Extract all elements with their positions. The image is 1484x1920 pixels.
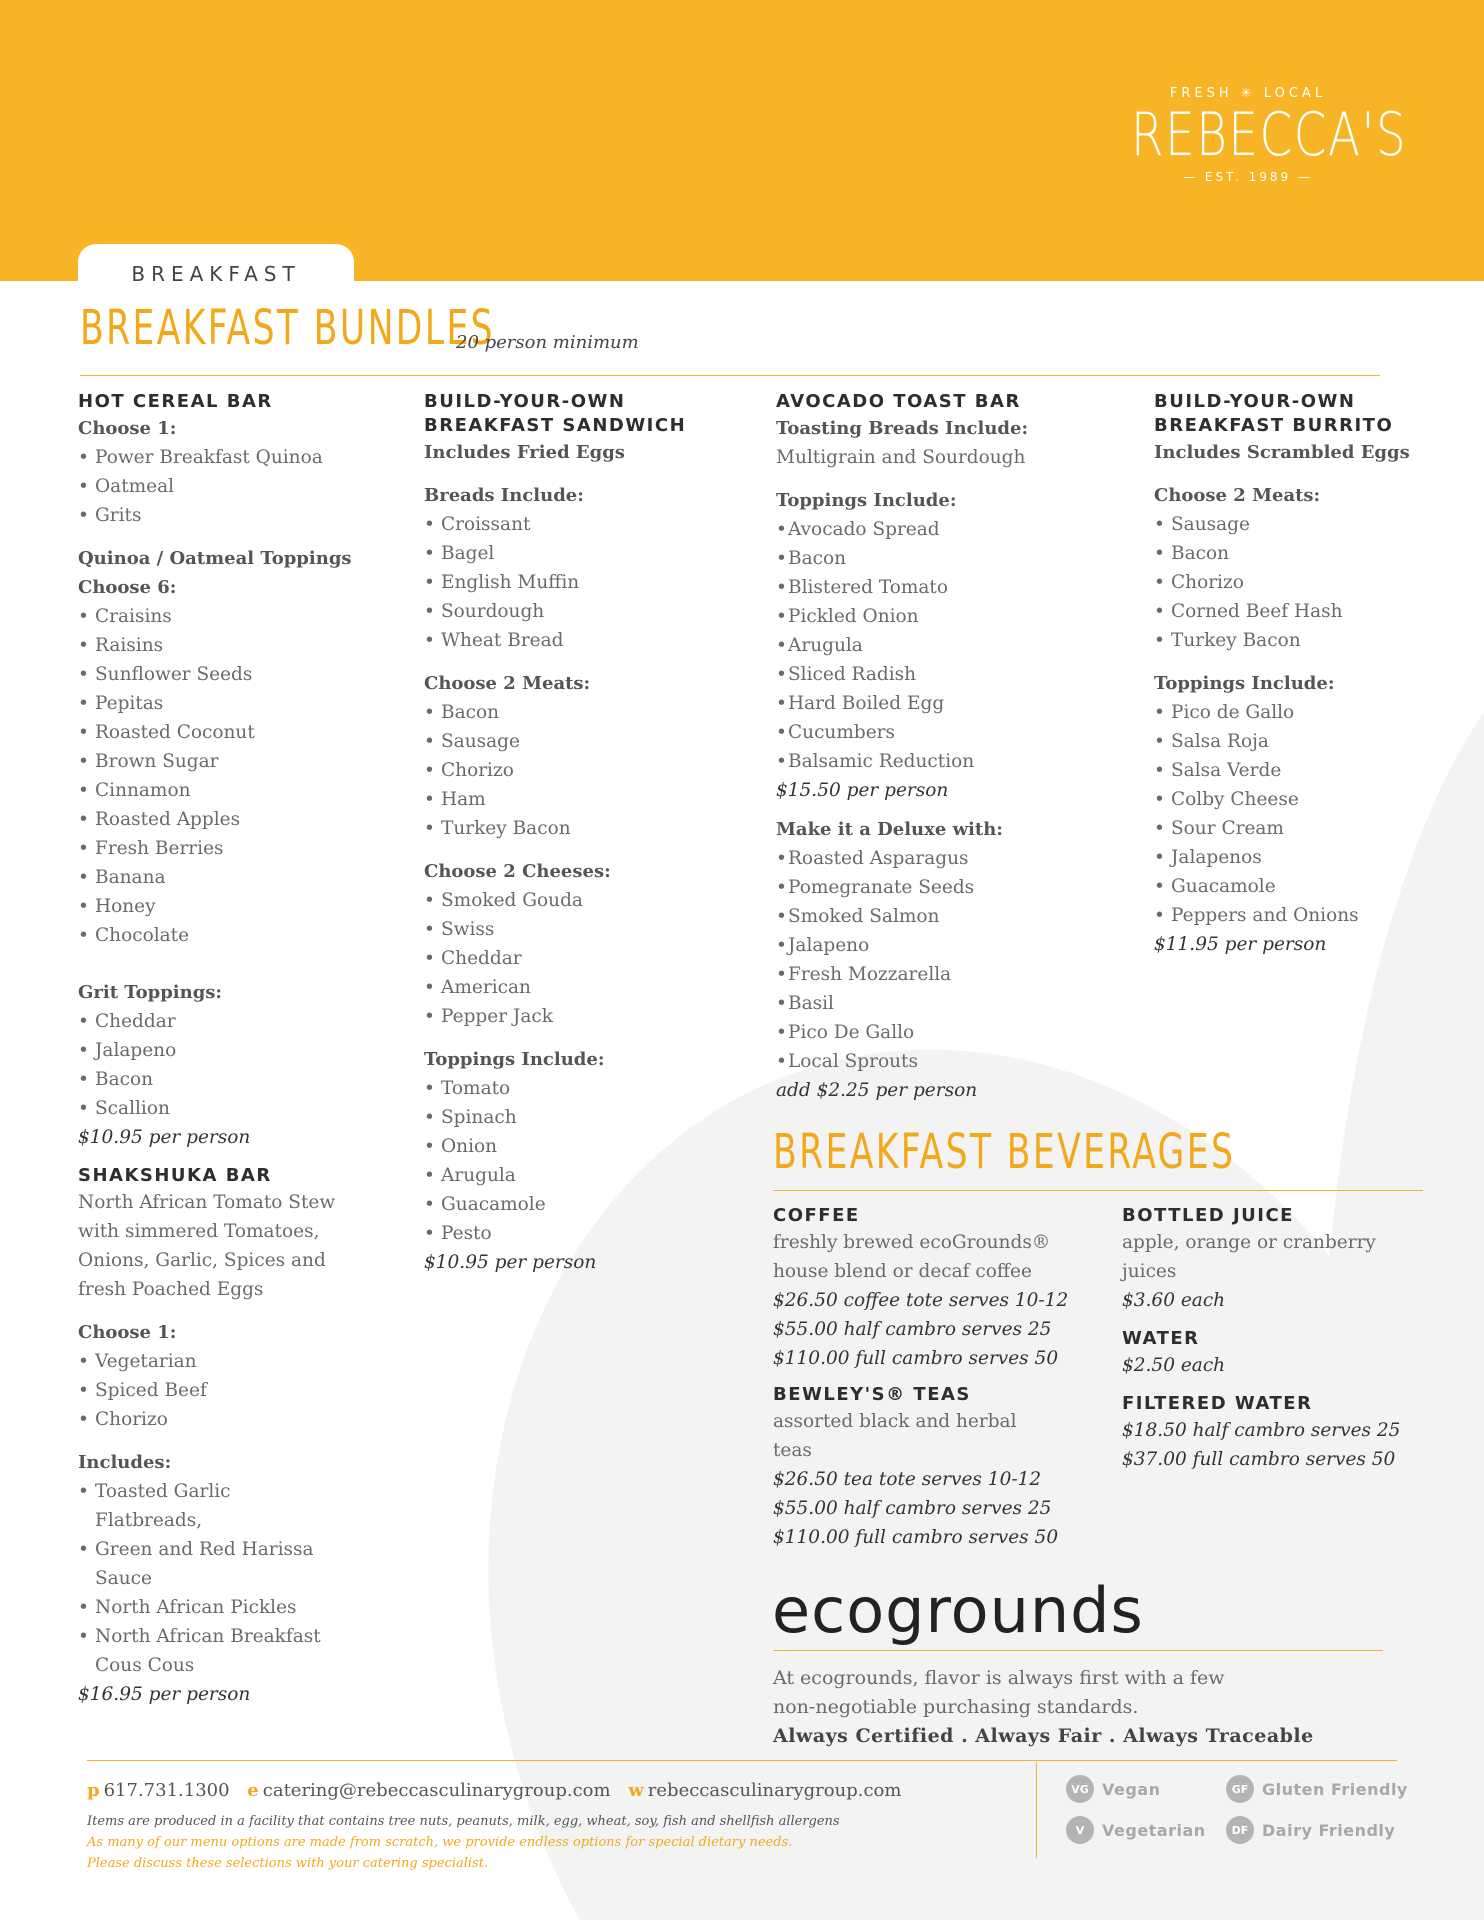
list-item: • Bacon [78, 1065, 378, 1094]
list-item: • Ham [424, 785, 744, 814]
bundles-title: BREAKFAST BUNDLES [80, 300, 496, 356]
eco-line: non-negotiable purchasing standards. [773, 1696, 1139, 1718]
sub-label: Choose 1: [78, 1322, 177, 1343]
legend-gluten-friendly: GF Gluten Friendly [1226, 1775, 1408, 1803]
sub-label: Choose 2 Meats: [1154, 485, 1321, 506]
price: $18.50 half cambro serves 25 [1122, 1420, 1401, 1441]
list-item: • Pesto [424, 1219, 744, 1248]
list-item: • Bagel [424, 539, 744, 568]
list-item: • Fresh Berries [78, 834, 378, 863]
list-item: • Spinach [424, 1103, 744, 1132]
brand-name: REBECCA'S [1131, 100, 1408, 170]
sub-label: Make it a Deluxe with: [776, 819, 1003, 840]
column-hot-cereal [78, 390, 378, 1709]
list-item: • Toasted Garlic Flatbreads, [78, 1477, 328, 1535]
list-item: • Smoked Salmon [776, 902, 1116, 931]
price: $16.95 per person [78, 1684, 251, 1705]
list-item: • Turkey Bacon [1154, 626, 1454, 655]
item-title: COFFEE [773, 1205, 860, 1226]
list-item: • Grits [78, 501, 378, 530]
description-line: fresh Poached Eggs [78, 1279, 264, 1300]
list-item: • Green and Red Harissa Sauce [78, 1535, 328, 1593]
list-item: • Guacamole [1154, 872, 1454, 901]
list-item: • Vegetarian [78, 1347, 378, 1376]
column-burrito [1154, 390, 1454, 959]
list-item: • Onion [424, 1132, 744, 1161]
gluten-friendly-icon: GF [1226, 1775, 1254, 1803]
list-item: • Colby Cheese [1154, 785, 1454, 814]
list-item: • Croissant [424, 510, 744, 539]
sub-label: Breads Include: [424, 485, 584, 506]
list-item: • English Muffin [424, 568, 744, 597]
eco-line: At ecogrounds, flavor is always first with a few [773, 1667, 1225, 1689]
list-item: • Pico De Gallo [776, 1018, 1116, 1047]
list-item: • Corned Beef Hash [1154, 597, 1454, 626]
list-item: • Pepitas [78, 689, 378, 718]
sub-label: Includes: [78, 1452, 172, 1473]
dairy-friendly-icon: DF [1226, 1816, 1254, 1844]
section-tab: BREAKFAST [78, 244, 354, 296]
divider [80, 375, 1380, 376]
column-coffee-tea [773, 1204, 1093, 1552]
item-title: SHAKSHUKA BAR [78, 1165, 272, 1186]
list-item: • Turkey Bacon [424, 814, 744, 843]
item-title: AVOCADO TOAST BAR [776, 391, 1021, 412]
list-item: • Scallion [78, 1094, 378, 1123]
list-item: • Guacamole [424, 1190, 744, 1219]
list-item: • Cucumbers [776, 718, 1116, 747]
list-item: • Raisins [78, 631, 378, 660]
list-item: • North African Breakfast Cous Cous [78, 1622, 328, 1680]
description-line: juices [1122, 1261, 1177, 1282]
list-item: • American [424, 973, 744, 1002]
list-item: • Cheddar [424, 944, 744, 973]
eco-standards: Always Certified . Always Fair . Always Traceable [773, 1725, 1314, 1747]
price: $37.00 full cambro serves 50 [1122, 1449, 1396, 1470]
list-item: • Craisins [78, 602, 378, 631]
price: $2.50 each [1122, 1355, 1226, 1376]
divider [1036, 1762, 1037, 1858]
list-item: • Banana [78, 863, 378, 892]
contact-line: p 617.731.1300 e catering@rebeccasculinarygroup.com w rebeccasculinarygroup.com [87, 1780, 902, 1801]
list-item: • Spiced Beef [78, 1376, 378, 1405]
list-item: • Sausage [424, 727, 744, 756]
list-item: • Sour Cream [1154, 814, 1454, 843]
brand-logo [1098, 86, 1408, 184]
list-item: • Sunflower Seeds [78, 660, 378, 689]
list-item: • Peppers and Onions [1154, 901, 1454, 930]
list-item: • Arugula [424, 1161, 744, 1190]
list-item: • Tomato [424, 1074, 744, 1103]
list-item: • Salsa Roja [1154, 727, 1454, 756]
list-item: • Cheddar [78, 1007, 378, 1036]
list-item: • Balsamic Reduction [776, 747, 1116, 776]
price: $11.95 per person [1154, 934, 1327, 955]
phone-link[interactable]: 617.731.1300 [103, 1780, 230, 1801]
ecogrounds-text [773, 1664, 1413, 1751]
item-title: BREAKFAST SANDWICH [424, 415, 687, 436]
email-link[interactable]: catering@rebeccasculinarygroup.com [262, 1780, 611, 1801]
description-line: freshly brewed ecoGrounds® [773, 1232, 1051, 1253]
item-title: BEWLEY'S® TEAS [773, 1384, 971, 1405]
list-item: • Arugula [776, 631, 1116, 660]
list-item: • Pickled Onion [776, 602, 1116, 631]
list-item: • Power Breakfast Quinoa [78, 443, 378, 472]
list-item: • Pomegranate Seeds [776, 873, 1116, 902]
beverages-title: BREAKFAST BEVERAGES [773, 1124, 1236, 1180]
bread-text: Multigrain and Sourdough [776, 447, 1026, 468]
list-item: • Wheat Bread [424, 626, 744, 655]
list-item: • Pico de Gallo [1154, 698, 1454, 727]
list-item: • Honey [78, 892, 378, 921]
item-title: BUILD-YOUR-OWN [424, 391, 626, 412]
minimum-note: 20 person minimum [456, 332, 639, 353]
sub-label: Toppings Include: [1154, 673, 1335, 694]
description-line: apple, orange or cranberry [1122, 1232, 1376, 1253]
price: $26.50 tea tote serves 10-12 [773, 1469, 1042, 1490]
list-item: • Bacon [776, 544, 1116, 573]
sub-label: Choose 2 Meats: [424, 673, 591, 694]
list-item: • North African Pickles [78, 1593, 328, 1622]
item-title: FILTERED WATER [1122, 1393, 1313, 1414]
list-item: • Chorizo [78, 1405, 378, 1434]
price: $15.50 per person [776, 780, 949, 801]
column-avocado [776, 390, 1116, 1105]
list-item: • Chorizo [424, 756, 744, 785]
list-item: • Sausage [1154, 510, 1454, 539]
price: $55.00 half cambro serves 25 [773, 1498, 1052, 1519]
brand-established: — EST. 1989 — [1183, 170, 1313, 184]
sub-label: Includes Scrambled Eggs [1154, 442, 1410, 463]
description-line: North African Tomato Stew [78, 1192, 336, 1213]
description-line: with simmered Tomatoes, [78, 1221, 320, 1242]
list-item: • Swiss [424, 915, 744, 944]
list-item: • Basil [776, 989, 1116, 1018]
price: add $2.25 per person [776, 1080, 978, 1101]
list-item: • Avocado Spread [776, 515, 1116, 544]
column-sandwich [424, 390, 744, 1277]
sub-label: Choose 2 Cheeses: [424, 861, 611, 882]
item-title: BOTTLED JUICE [1122, 1205, 1294, 1226]
item-title: HOT CEREAL BAR [78, 391, 273, 412]
sub-label: Toppings Include: [424, 1049, 605, 1070]
sub-label: Grit Toppings: [78, 982, 223, 1003]
price: $55.00 half cambro serves 25 [773, 1319, 1052, 1340]
sub-label: Toppings Include: [776, 490, 957, 511]
sub-label: Toasting Breads Include: [776, 418, 1029, 439]
list-item: • Jalapeno [78, 1036, 378, 1065]
list-item: • Pepper Jack [424, 1002, 744, 1031]
list-item: • Smoked Gouda [424, 886, 744, 915]
vegan-icon: VG [1066, 1775, 1094, 1803]
list-item: • Chocolate [78, 921, 378, 950]
column-juice-water [1122, 1204, 1442, 1474]
description-line: house blend or decaf coffee [773, 1261, 1032, 1282]
dietary-note: As many of our menu options are made from scratch, we provide endless options for special dietary needs. [87, 1835, 793, 1850]
vegetarian-icon: V [1066, 1816, 1094, 1844]
brand-tagline: FRESH ✳ LOCAL [1169, 86, 1327, 101]
description-line: assorted black and herbal [773, 1411, 1017, 1432]
list-item: • Chorizo [1154, 568, 1454, 597]
price: $10.95 per person [424, 1252, 597, 1273]
description-line: Onions, Garlic, Spices and [78, 1250, 326, 1271]
list-item: • Blistered Tomato [776, 573, 1116, 602]
divider [87, 1760, 1397, 1761]
dietary-note: Please discuss these selections with your catering specialist. [87, 1856, 489, 1871]
divider [773, 1650, 1383, 1651]
legend-vegan: VG Vegan [1066, 1775, 1161, 1803]
list-item: • Oatmeal [78, 472, 378, 501]
price: $3.60 each [1122, 1290, 1226, 1311]
item-title: BUILD-YOUR-OWN [1154, 391, 1356, 412]
item-title: BREAKFAST BURRITO [1154, 415, 1394, 436]
list-item: • Roasted Asparagus [776, 844, 1116, 873]
list-item: • Roasted Apples [78, 805, 378, 834]
ecogrounds-logo: ecogrounds [772, 1574, 1144, 1647]
list-item: • Jalapenos [1154, 843, 1454, 872]
sub-label: Choose 1: [78, 418, 177, 439]
list-item: • Sliced Radish [776, 660, 1116, 689]
description-line: teas [773, 1440, 812, 1461]
allergen-note: Items are produced in a facility that contains tree nuts, peanuts, milk, egg, wheat, soy, fish and shellfish allergens [87, 1814, 840, 1829]
website-link[interactable]: rebeccasculinarygroup.com [647, 1780, 902, 1801]
price: $110.00 full cambro serves 50 [773, 1527, 1059, 1548]
list-item: • Hard Boiled Egg [776, 689, 1116, 718]
list-item: • Sourdough [424, 597, 744, 626]
list-item: • Cinnamon [78, 776, 378, 805]
list-item: • Fresh Mozzarella [776, 960, 1116, 989]
footer [87, 1780, 913, 1874]
list-item: • Bacon [424, 698, 744, 727]
price: $110.00 full cambro serves 50 [773, 1348, 1059, 1369]
legend-dairy-friendly: DF Dairy Friendly [1226, 1816, 1395, 1844]
sub-label: Includes Fried Eggs [424, 442, 625, 463]
list-item: • Roasted Coconut [78, 718, 378, 747]
sub-label: Quinoa / Oatmeal Toppings [78, 548, 352, 569]
list-item: • Salsa Verde [1154, 756, 1454, 785]
price: $10.95 per person [78, 1127, 251, 1148]
list-item: • Local Sprouts [776, 1047, 1116, 1076]
list-item: • Bacon [1154, 539, 1454, 568]
price: $26.50 coffee tote serves 10-12 [773, 1290, 1069, 1311]
sub-label: Choose 6: [78, 577, 177, 598]
item-title: WATER [1122, 1328, 1200, 1349]
list-item: • Jalapeno [776, 931, 1116, 960]
divider [773, 1190, 1423, 1191]
legend-vegetarian: V Vegetarian [1066, 1816, 1206, 1844]
list-item: • Brown Sugar [78, 747, 378, 776]
